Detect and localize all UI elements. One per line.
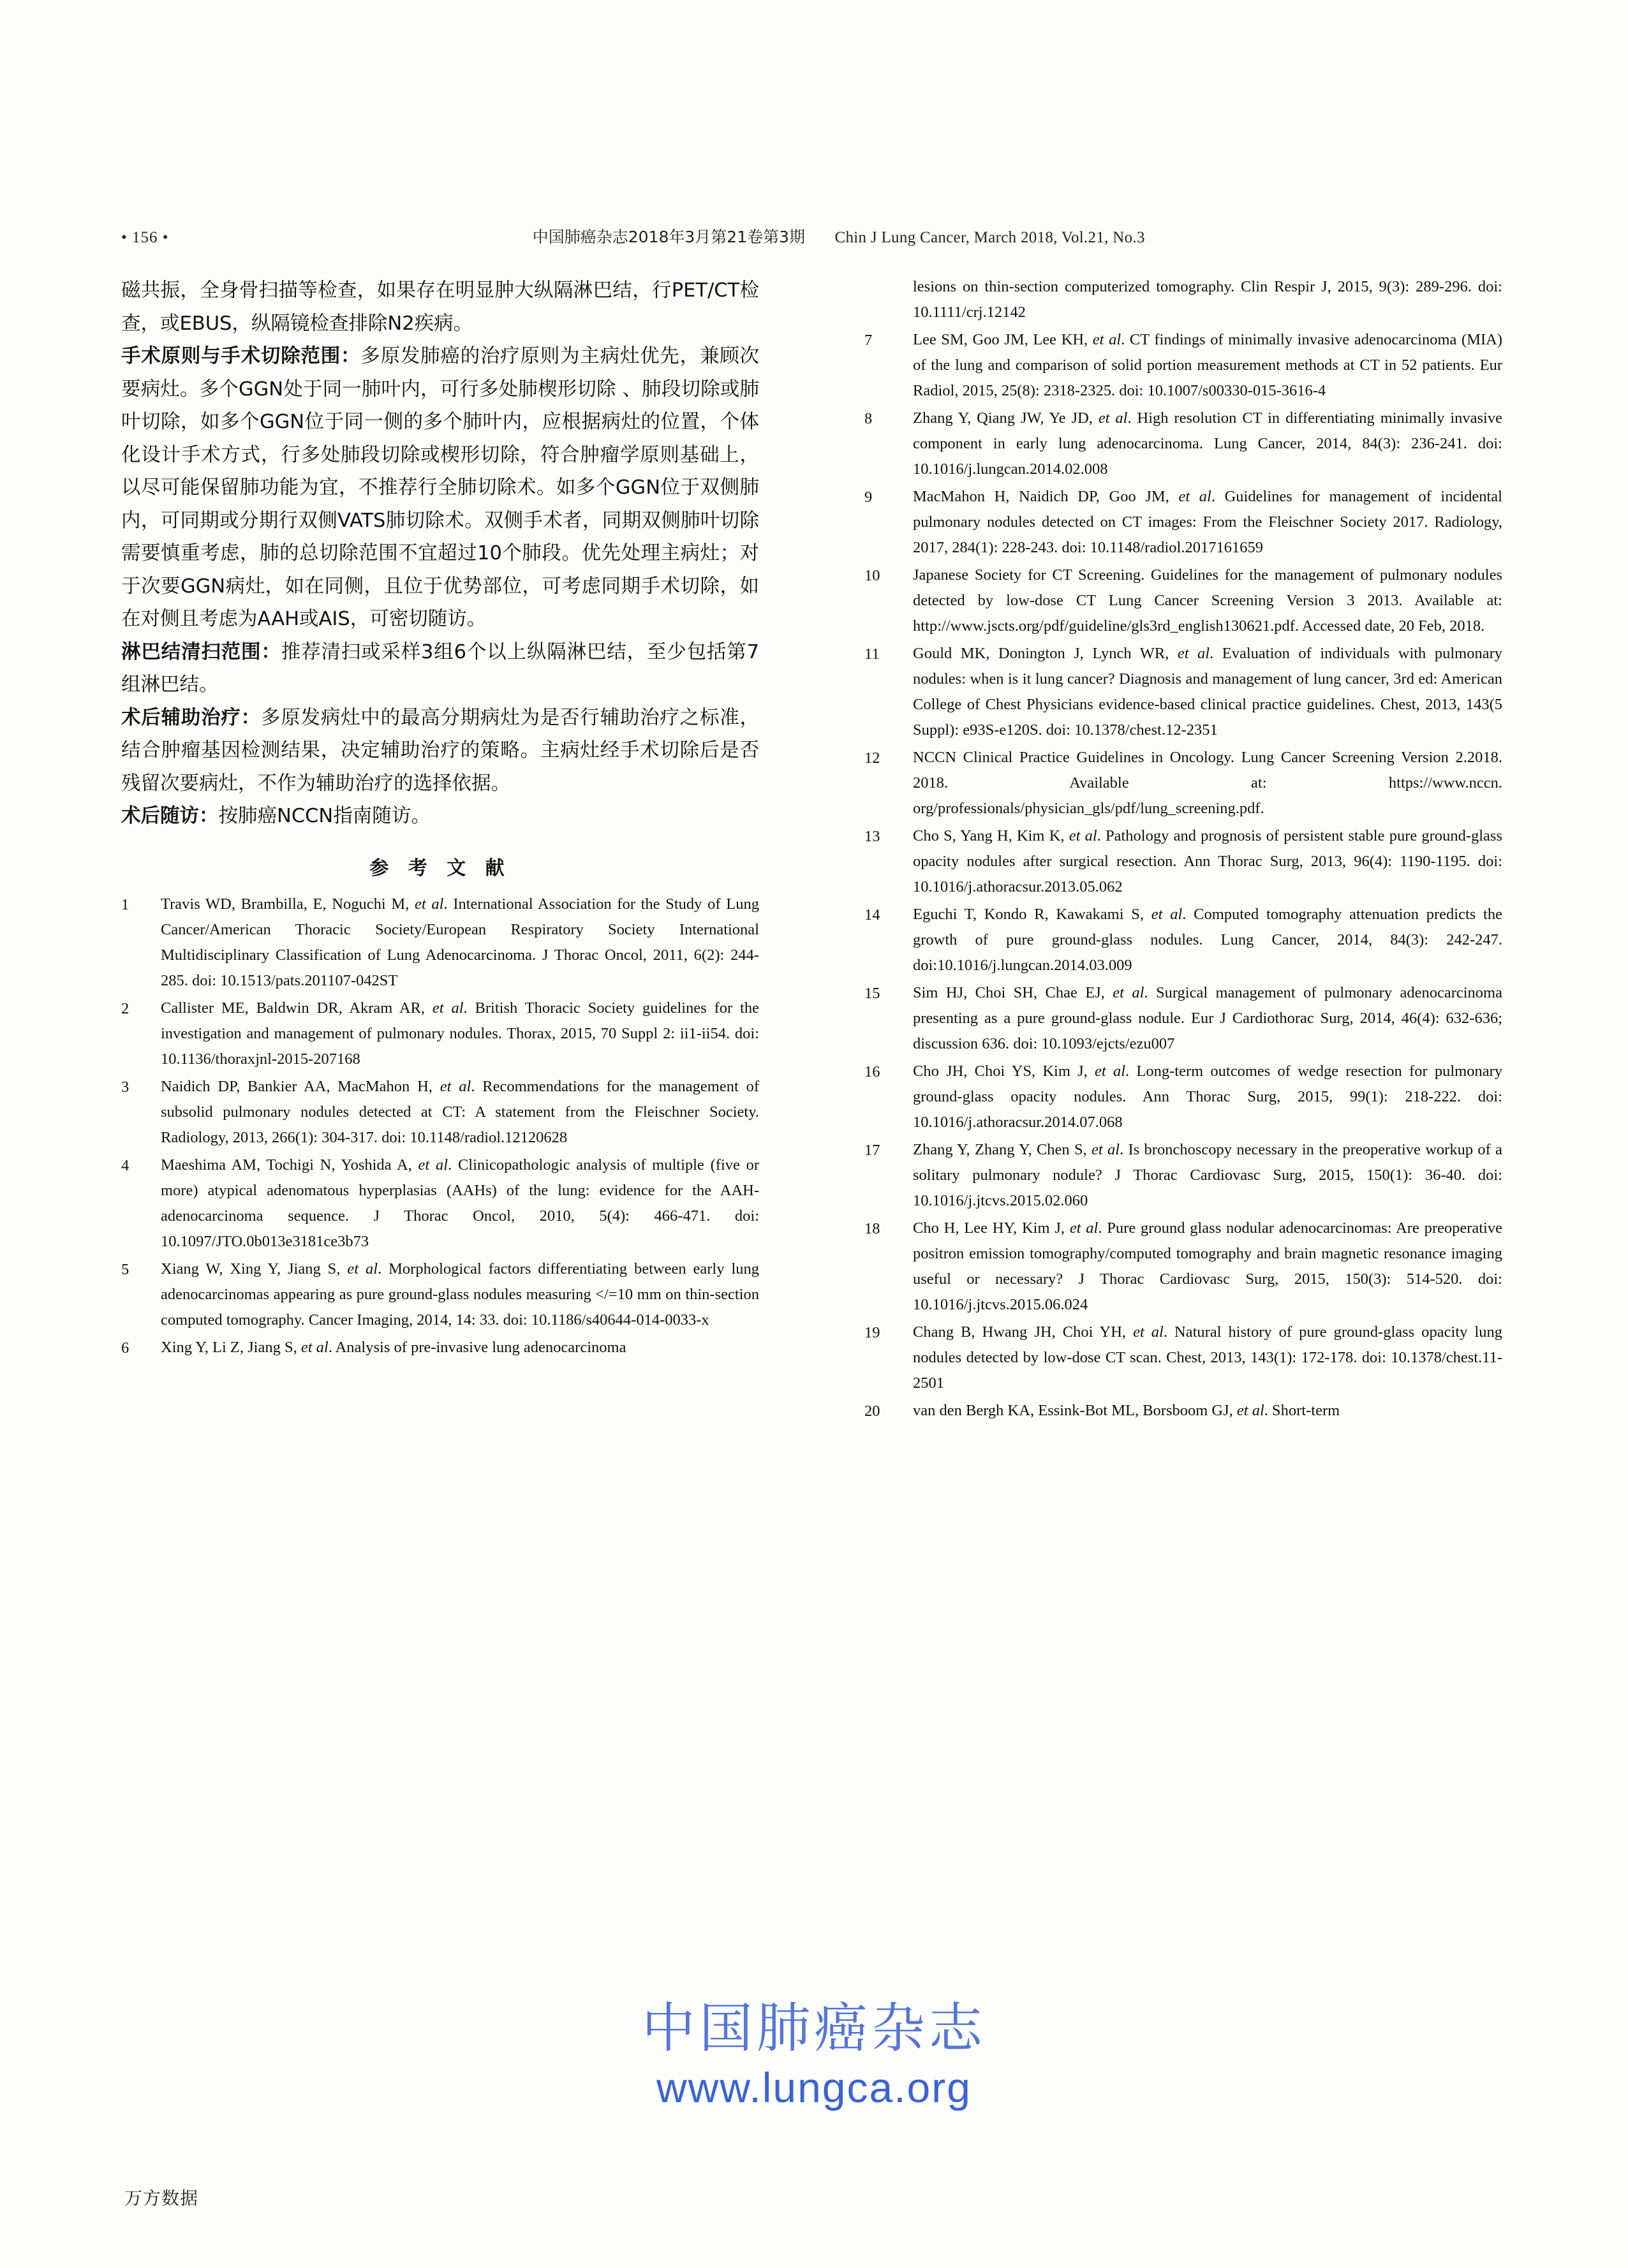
- reference-number: [864, 274, 913, 325]
- reference-item: [121, 1335, 759, 1361]
- reference-number: 3: [121, 1078, 130, 1096]
- reference-number: 7: [864, 332, 873, 349]
- reference-text: Xing Y, Li Z, Jiang S, et al. Analysis of pre-invasive lung adenocarcinoma: [161, 1338, 626, 1356]
- reference-number: 19: [864, 1324, 880, 1341]
- page-header: [121, 225, 1509, 247]
- reference-number: 18: [864, 1220, 880, 1237]
- body-paragraph: [121, 340, 759, 636]
- reference-item: [864, 1137, 1502, 1214]
- database-credit: 万方数据: [124, 2188, 199, 2209]
- journal-title-cn: 中国肺癌杂志2018年3月第21卷第3期: [532, 228, 806, 246]
- reference-number: 20: [864, 1403, 880, 1420]
- reference-text: Japanese Society for CT Screening. Guidelines for the management of pulmonary nodules detected by low-dose CT Lung Cancer Screening Version 3 2013. Available at: http://www.jscts.org/pdf/guideline/gls3rd_english130621.pdf. Accessed date, 20 Feb, 2018.: [913, 566, 1502, 635]
- reference-item: [121, 892, 759, 994]
- reference-number: 13: [864, 828, 880, 845]
- reference-number: 2: [121, 999, 130, 1017]
- left-column: [121, 274, 759, 1363]
- reference-number: 9: [864, 489, 873, 506]
- reference-text: Maeshima AM, Tochigi N, Yoshida A, et al. Clinicopathologic analysis of multiple (five or more) atypical adenomatous hyperplasias (AAHs) of the lung: evidence for the AAH-adenocarcinoma sequence. J Thorac Oncol, 2010, 5(4): 466-471. doi: 10.1097/JTO.0b013e3181ce3b73: [161, 1156, 759, 1250]
- reference-number: 16: [864, 1063, 880, 1080]
- reference-text: Eguchi T, Kondo R, Kawakami S, et al. Computed tomography attenuation predicts the growth of pure ground-glass nodules. Lung Cancer, 2014, 84(3): 242-247. doi:10.1016/j.lungcan.2014.03.009: [913, 906, 1502, 974]
- right-column: [864, 274, 1502, 1426]
- watermark-url: www.lungca.org: [656, 2064, 972, 2111]
- reference-text: MacMahon H, Naidich DP, Goo JM, et al. Guidelines for management of incidental pulmonary nodules detected on CT images: From the Fleischner Society 2017. Radiology, 2017, 284(1): 228-243. doi: 10.1148/radiol.2017161659: [913, 488, 1502, 556]
- reference-text: Xiang W, Xing Y, Jiang S, et al. Morphological factors differentiating between early lung adenocarcinomas appearing as pure ground-glass nodules measuring </=10 mm on thin-section computed tomography. Cancer Imaging, 2014, 14: 33. doi: 10.1186/s40644-014-0033-x: [161, 1260, 759, 1329]
- page-number: • 156 •: [121, 229, 169, 246]
- reference-item: [864, 1059, 1502, 1135]
- reference-number: 15: [864, 985, 880, 1002]
- reference-item: [864, 745, 1502, 821]
- reference-item: [121, 996, 759, 1072]
- reference-number: 1: [121, 895, 130, 913]
- reference-item: [864, 980, 1502, 1057]
- reference-item: [864, 406, 1502, 482]
- reference-item: [864, 1398, 1502, 1424]
- reference-text: Cho S, Yang H, Kim K, et al. Pathology and prognosis of persistent stable pure ground-glass opacity nodules after surgical resection. Ann Thorac Surg, 2013, 96(4): 1190-1195. doi: 10.1016/j.athoracsur.2013.05.062: [913, 827, 1502, 895]
- reference-text: Cho JH, Choi YS, Kim J, et al. Long-term outcomes of wedge resection for pulmonary ground-glass opacity nodules. Ann Thorac Surg, 2015, 99(1): 218-222. doi: 10.1016/j.athoracsur.2014.07.068: [913, 1063, 1502, 1131]
- paragraph-lead: 手术原则与手术切除范围：: [121, 345, 361, 367]
- reference-text: Lee SM, Goo JM, Lee KH, et al. CT findings of minimally invasive adenocarcinoma (MIA) of the lung and comparison of solid portion measurement methods at CT in 52 patients. Eur Radiol, 2015, 25(8): 2318-2325. doi: 10.1007/s00330-015-3616-4: [913, 331, 1502, 399]
- paragraph-text: 磁共振，全身骨扫描等检查，如果存在明显肿大纵隔淋巴结，行PET/CT检查，或EBUS，纵隔镜检查排除N2疾病。: [121, 279, 759, 335]
- paragraph-lead: 淋巴结清扫范围：: [121, 640, 281, 663]
- reference-number: 5: [121, 1260, 130, 1278]
- reference-item: [864, 1320, 1502, 1396]
- reference-number: 4: [121, 1156, 130, 1174]
- reference-number: 10: [864, 567, 880, 584]
- journal-title-en: Chin J Lung Cancer, March 2018, Vol.21, No.3: [834, 229, 1145, 246]
- reference-text: Sim HJ, Choi SH, Chae EJ, et al. Surgical management of pulmonary adenocarcinoma presenting as a pure ground-glass nodule. Eur J Cardiothorac Surg, 2014, 46(4): 632-636; discussion 636. doi: 10.1093/ejcts/ezu007: [913, 984, 1502, 1052]
- reference-item: [121, 1074, 759, 1151]
- reference-item: [864, 484, 1502, 561]
- reference-text: Chang B, Hwang JH, Choi YH, et al. Natural history of pure ground-glass opacity lung nodules detected by low-dose CT scan. Chest, 2013, 143(1): 172-178. doi: 10.1378/chest.11-2501: [913, 1323, 1503, 1392]
- reference-text: Naidich DP, Bankier AA, MacMahon H, et al. Recommendations for the management of subsolid pulmonary nodules detected at CT: A statement from the Fleischner Society. Radiology, 2013, 266(1): 304-317. doi: 10.1148/radiol.12120628: [161, 1077, 759, 1146]
- reference-item: [864, 823, 1502, 900]
- paragraph-text: 推荐清扫或采样3组6个以上纵隔淋巴结，至少包括第7组淋巴结。: [121, 640, 760, 696]
- reference-item: [121, 1152, 759, 1255]
- paragraph-text: 按肺癌NCCN指南随访。: [218, 805, 431, 827]
- reference-item: [864, 563, 1502, 639]
- body-paragraph: [121, 702, 759, 800]
- reference-text: Cho H, Lee HY, Kim J, et al. Pure ground glass nodular adenocarcinomas: Are preoperative positron emission tomography/computed tomography and brain magnetic resonance imaging useful or necessary? J Thorac Cardiovasc Surg, 2015, 150(3): 514-520. doi: 10.1016/j.jtcvs.2015.06.024: [913, 1219, 1502, 1313]
- body-paragraph: [121, 800, 759, 833]
- paragraph-lead: 术后随访：: [121, 805, 219, 827]
- running-head: [169, 225, 1509, 247]
- paragraph-text: 多原发病灶中的最高分期病灶为是否行辅助治疗之标准，结合肿瘤基因检测结果，决定辅助治疗的策略。主病灶经手术切除后是否残留次要病灶，不作为辅助治疗的选择依据。: [121, 706, 760, 795]
- reference-item: [864, 641, 1502, 743]
- paragraph-lead: 术后辅助治疗：: [121, 706, 261, 729]
- reference-text: van den Bergh KA, Essink-Bot ML, Borsboom GJ, et al. Short-term: [913, 1402, 1340, 1419]
- reference-text: Travis WD, Brambilla, E, Noguchi M, et al. International Association for the Study of Lung Cancer/American Thoracic Society/European Respiratory Society International Multidisciplinary Classification of Lung Adenocarcinoma. J Thorac Oncol, 2011, 6(2): 244-285. doi: 10.1513/pats.201107-042ST: [161, 895, 759, 989]
- references-heading: 参 考 文 献: [369, 857, 511, 880]
- reference-number: 12: [864, 749, 880, 767]
- reference-text: Zhang Y, Zhang Y, Chen S, et al. Is bronchoscopy necessary in the preoperative workup of a solitary pulmonary nodule? J Thorac Cardiovasc Surg, 2015, 150(1): 36-40. doi: 10.1016/j.jtcvs.2015.02.060: [913, 1141, 1502, 1209]
- reference-item: [864, 1216, 1502, 1318]
- reference-item: [864, 327, 1502, 404]
- reference-number: 11: [864, 645, 880, 663]
- body-paragraph: [121, 274, 759, 340]
- body-paragraph: [121, 636, 759, 702]
- reference-text: Zhang Y, Qiang JW, Ye JD, et al. High resolution CT in differentiating minimally invasive component in early lung adenocarcinoma. Lung Cancer, 2014, 84(3): 236-241. doi: 10.1016/j.lungcan.2014.02.008: [913, 409, 1502, 478]
- watermark: [0, 1996, 1628, 2115]
- reference-text: NCCN Clinical Practice Guidelines in Oncology. Lung Cancer Screening Version 2.2018. 2018. Available at: https://www.nccn. org/professionals/physician_gls/pdf/lung_screening.pdf.: [913, 749, 1502, 817]
- reference-number: 14: [864, 906, 880, 924]
- watermark-title: 中国肺癌杂志: [641, 1997, 986, 2059]
- reference-text: Gould MK, Donington J, Lynch WR, et al. Evaluation of individuals with pulmonary nodules: when is it lung cancer? Diagnosis and management of lung cancer, 3rd ed: American College of Chest Physicians evidence-based clinical practice guidelines. Chest, 2013, 143(5 Suppl): e93S-e120S. doi: 10.1378/chest.12-2351: [913, 645, 1502, 739]
- reference-item: [864, 902, 1502, 978]
- reference-text: Callister ME, Baldwin DR, Akram AR, et al. British Thoracic Society guidelines for the investigation and management of pulmonary nodules. Thorax, 2015, 70 Suppl 2: ii1-ii54. doi: 10.1136/thoraxjnl-2015-207168: [161, 999, 759, 1068]
- reference-text: lesions on thin-section computerized tomography. Clin Respir J, 2015, 9(3): 289-296. doi: 10.1111/crj.12142: [913, 278, 1502, 321]
- reference-number: 6: [121, 1339, 130, 1357]
- reference-number: 8: [864, 410, 873, 427]
- paragraph-text: 多原发肺癌的治疗原则为主病灶优先，兼顾次要病灶。多个GGN处于同一肺叶内，可行多处肺楔形切除 、肺段切除或肺叶切除，如多个GGN位于同一侧的多个肺叶内，应根据病灶的位置，个体化设计手术方式，行多处肺段切除或楔形切除，符合肿瘤学原则基础上，以尽可能保留肺功能为宜，不推荐行全肺切除术。如多个GGN位于双侧肺内，可同期或分期行双侧VATS肺切除术。双侧手术者，同期双侧肺叶切除需要慎重考虑，肺的总切除范围不宜超过10个肺段。优先处理主病灶；对于次要GGN病灶，如在同侧，且位于优势部位，可考虑同期手术切除，如在对侧且考虑为AAH或AIS，可密切随访。: [121, 345, 760, 630]
- reference-item: [864, 274, 1502, 325]
- reference-number: 17: [864, 1142, 880, 1159]
- reference-item: [121, 1256, 759, 1333]
